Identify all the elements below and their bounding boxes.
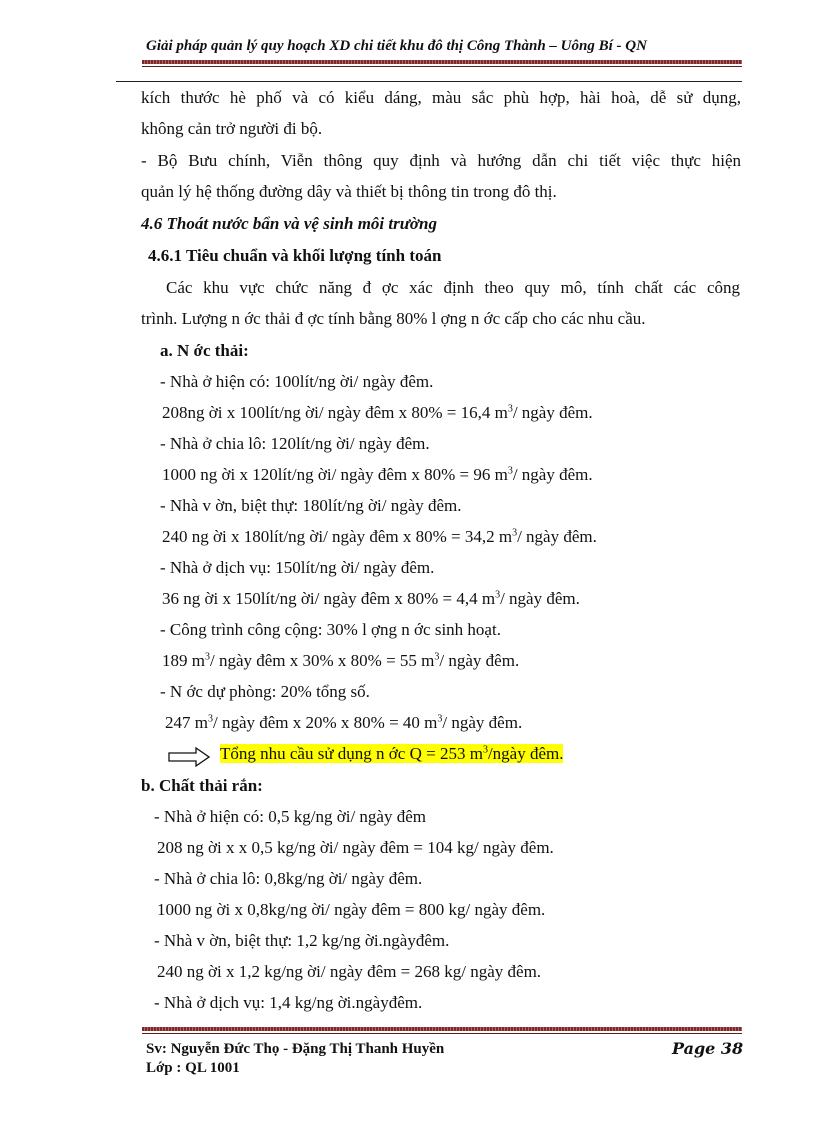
calc-line: 36 ng ời x 150lít/ng ời/ ngày đêm x 80% = 4,4 $m^3/$ ngày đêm. [162, 589, 580, 608]
header-divider [116, 81, 742, 82]
list-item: - N ớc dự phòng: 20% tổng số. [160, 682, 370, 701]
calc-line: 189 $m^3/$ ngày đêm x 30% x 80% = 55 $m^3/$ ngày đêm. [162, 651, 520, 670]
calc-line: 208 ng ời x x 0,5 kg/ng ời/ ngày đêm = 104 kg/ ngày đêm. [157, 838, 554, 857]
part-a-heading: a. N ớc thải: [160, 341, 249, 360]
header-rule [142, 60, 742, 64]
paragraph-line: trình. Lượng n ớc thải đ ợc tính bằng 80% l ợng n ớc cấp cho các nhu cầu. [141, 309, 646, 328]
paragraph-line: quản lý hệ thống đường dây và thiết bị thông tin trong đô thị. [141, 182, 557, 201]
part-b-heading: b. Chất thải rắn: [141, 776, 263, 795]
subsection-heading: 4.6.1 Tiêu chuẩn và khối lượng tính toán [148, 246, 442, 265]
list-item: - Nhà ở chia lô: 0,8kg/ng ời/ ngày đêm. [154, 869, 423, 888]
list-item: - Nhà ở hiện có: 0,5 kg/ng ời/ ngày đêm [154, 807, 426, 826]
paragraph-line: Các khu vực chức năng đ ợc xác định theo quy mô, tính chất các công [166, 278, 740, 297]
header-title: Giải pháp quản lý quy hoạch XD chi tiết khu đô thị Công Thành – Uông Bí - QN [146, 38, 647, 54]
paragraph-line: kích thước hè phố và có kiểu dáng, màu sắc phù hợp, hài hoà, dễ sử dụng, [141, 88, 741, 107]
list-item: - Công trình công cộng: 30% l ợng n ớc sinh hoạt. [160, 620, 501, 639]
list-item: - Nhà v ờn, biệt thự: 1,2 kg/ng ời.ngàyđêm. [154, 931, 450, 950]
page-number: Page 38 [672, 1039, 744, 1058]
footer-class: Lớp : QL 1001 [146, 1060, 240, 1076]
calc-line: 1000 ng ời x 120lít/ng ời/ ngày đêm x 80% = 96 $m^3/$ ngày đêm. [162, 465, 593, 484]
list-item: - Nhà v ờn, biệt thự: 180lít/ng ời/ ngày đêm. [160, 496, 462, 515]
list-item: - Nhà ở dịch vụ: 1,4 kg/ng ời.ngàyđêm. [154, 993, 423, 1012]
calc-line: 1000 ng ời x 0,8kg/ng ời/ ngày đêm = 800 kg/ ngày đêm. [157, 900, 546, 919]
list-item: - Nhà ở chia lô: 120lít/ng ời/ ngày đêm. [160, 434, 430, 453]
footer-author: Sv: Nguyễn Đức Thọ - Đặng Thị Thanh Huyền [146, 1041, 445, 1057]
paragraph-line: - Bộ Bưu chính, Viễn thông quy định và hướng dẫn chi tiết việc thực hiện [141, 151, 741, 170]
calc-line: 208ng ời x 100lít/ng ời/ ngày đêm x 80% = 16,4 $m^3/$ ngày đêm. [162, 403, 593, 422]
calc-line: 247 $m^3/$ ngày đêm x 20% x 80% = 40 $m^3/$ ngày đêm. [165, 713, 523, 732]
footer-rule-thin [142, 1033, 742, 1034]
header-rule-thin [142, 66, 742, 67]
list-item: - Nhà ở hiện có: 100lít/ng ời/ ngày đêm. [160, 372, 434, 391]
calc-line: 240 ng ời x 1,2 kg/ng ời/ ngày đêm = 268 kg/ ngày đêm. [157, 962, 542, 981]
footer-rule [142, 1027, 742, 1031]
calc-line: 240 ng ời x 180lít/ng ời/ ngày đêm x 80% = 34,2 $m^3/$ ngày đêm. [162, 527, 597, 546]
list-item: - Nhà ở dịch vụ: 150lít/ng ời/ ngày đêm. [160, 558, 435, 577]
total-demand: Tổng nhu cầu sử dụng n ớc Q = 253 $m^3$/ngày đêm. [220, 744, 564, 763]
paragraph-line: không cản trở người đi bộ. [141, 119, 323, 138]
section-heading: 4.6 Thoát nước bẩn và vệ sinh môi trường [141, 214, 438, 233]
right-arrow-icon [168, 747, 210, 767]
